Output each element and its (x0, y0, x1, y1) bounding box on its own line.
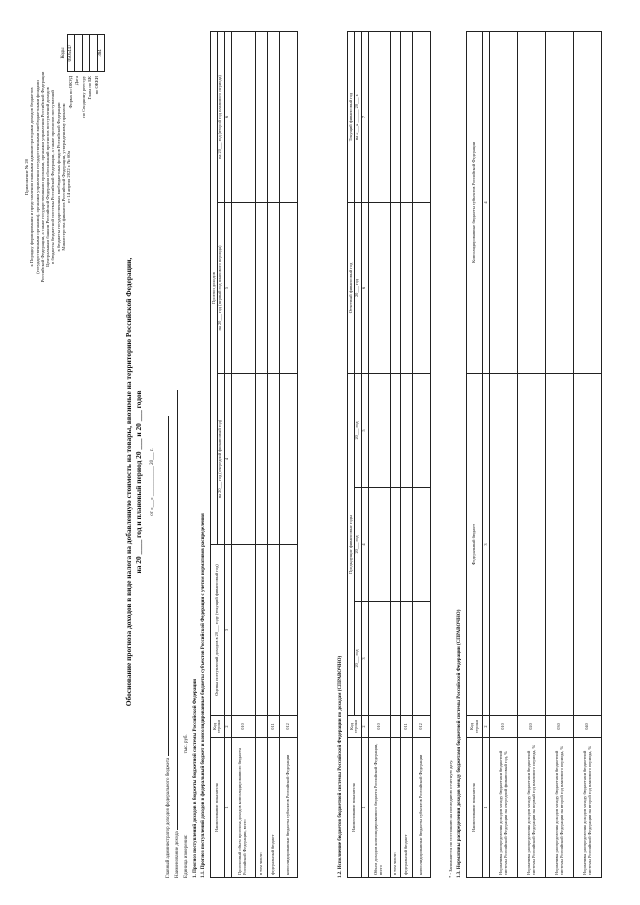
section-1-3-title: 1.3. Нормативы распределения доходов между бюджетами бюджетной системы Российской Федерации (СПРАВОЧНО) (457, 609, 462, 878)
col-header-prev-1: 20___ год (354, 602, 361, 716)
appendix-line: к Порядку формирования и представления главными администраторами доходов бюджетов (29, 87, 35, 267)
row-name: Нормативы распределения доходов между бюджетами бюджетной системы Российской Федерации на очередной финансовый год, % (490, 738, 518, 878)
row-name: Прогнозный объем прогноза доходов консолидированного бюджета Российской Федерации, всего (231, 738, 255, 878)
norms-table (466, 31, 602, 878)
code-value (90, 35, 98, 72)
title-line-2: на 20 ____ год и плановый период 20 ___ и 20 ___ годов (133, 390, 143, 574)
row-code: 012 (412, 716, 430, 738)
row-name: Нормативы распределения доходов между бюджетами бюджетной системы Российской Федерации на второй год планового периода, % (574, 738, 602, 878)
col-number: 5 (224, 203, 231, 374)
col-number: 3 (361, 602, 368, 716)
appendix-line: Приложение № 28 (24, 159, 29, 195)
row-name: консолидированные бюджеты субъектов Российской Федерации (412, 738, 430, 878)
table-row (574, 32, 602, 878)
codes-labels (61, 76, 100, 162)
col-number: 2 (224, 716, 231, 738)
appendix-line: в бюджеты государственных внебюджетных фондов Российской Федерации (55, 102, 61, 252)
col-header-prev-2: 20___ год (354, 488, 361, 602)
admin-label: Главный администратор доходов федерального бюджета (166, 757, 171, 878)
col-header-forecast: Прогноз доходов (211, 31, 218, 544)
col-header-expected: Оценка поступлений доходов в 20___ году (текущий финансовый год) (211, 545, 225, 716)
col-number: 3 (483, 374, 490, 716)
table-row (400, 32, 412, 878)
code-value: 0505447 (67, 35, 75, 72)
row-code: 040 (574, 716, 602, 738)
row-name: Нормативы распределения доходов между бюджетами бюджетной системы Российской Федерации на второй год планового периода, % (546, 738, 574, 878)
appendix-line: Российской Федерации, а также государственными органами, органами управления Российской Федерации (39, 71, 45, 283)
table-row (518, 32, 546, 878)
col-header-report: Отчетный финансовый год (348, 203, 355, 374)
col-header-federal: Федеральный бюджет (467, 374, 483, 716)
col-number: 4 (483, 32, 490, 374)
appendix-line: Центральным банком Российской Федерации обоснований прогнозов поступлений доходов (45, 87, 51, 267)
codes-header: Коды (60, 35, 67, 72)
row-code: 010 (368, 716, 390, 738)
code-label: по ОКЕИ (93, 76, 99, 95)
col-header-current-date: на «___» ______ 20___ г. (354, 32, 361, 203)
col-header-forecast-3: на 20___ год (второй год планового периода) (217, 31, 224, 202)
row-code: 020 (518, 716, 546, 738)
row-name: Объем доходов консолидированного бюджета Российской Федерации, всего (368, 738, 390, 878)
row-name: федеральный бюджет (267, 738, 279, 878)
col-number: 1 (483, 738, 490, 878)
appendix-line: от 14 апреля 2022 г. № 60н (66, 150, 72, 204)
section-1-1-title: 1.1. Прогноз поступлений доходов в федеральный бюджет и консолидированные бюджеты субъектов Российской Федерации с учетом нормативов распределения (201, 513, 206, 878)
unit-field (184, 578, 190, 878)
forecast-table (210, 31, 298, 878)
unit-label: Единица измерения: (184, 834, 189, 878)
execution-table (347, 31, 431, 878)
row-code: 010 (490, 716, 518, 738)
col-header-forecast-2: на 20___ год (первый год планового периода) (217, 203, 224, 374)
col-number: 5 (361, 374, 368, 488)
rotated-document-page (20, 22, 620, 882)
code-label: Глава по БК (87, 76, 92, 100)
row-code (255, 716, 267, 738)
footnote: * - Заполняется по состоянию на последнюю отчетную дату. (448, 759, 453, 878)
col-header-code: Код строки (467, 716, 483, 738)
row-name: в том числе: (390, 738, 400, 878)
row-name: консолидированные бюджеты субъектов Российской Федерации (279, 738, 297, 878)
col-number: 2 (361, 716, 368, 738)
document-date: от «___» ____________ 20___ г. (150, 448, 155, 516)
section-1-2-title: 1.2. Исполнение бюджетов бюджетной системы Российской Федерации по доходам (СПРАВОЧНО) (338, 655, 343, 878)
appendix-line: Министерства финансов Российской Федерации, утвержденному приказом (60, 103, 66, 251)
col-header-name: Наименование показателя (211, 738, 225, 878)
row-code (390, 716, 400, 738)
codes-table (60, 34, 105, 72)
code-label: Дата (74, 76, 79, 86)
col-number: 4 (361, 488, 368, 602)
code-label: по Сводному реестру (80, 76, 86, 118)
col-header-name: Наименование показателя (348, 738, 362, 878)
table-row (279, 31, 297, 877)
admin-field (166, 318, 172, 878)
col-number: 6 (224, 31, 231, 202)
income-label: Наименование дохода (175, 831, 180, 878)
unit-value: тыс. руб. (184, 734, 189, 754)
code-value: 384 (97, 35, 105, 72)
document-title (124, 142, 144, 822)
col-header-forecast-1: на 20___ год (очередной финансовый год) (217, 374, 224, 545)
col-number: 1 (224, 738, 231, 878)
code-value (75, 35, 83, 72)
code-label: Форма по ОКУД (67, 76, 73, 109)
col-number: 7 (361, 32, 368, 203)
col-number: 3 (224, 545, 231, 716)
col-header-report-year: 20___ год (354, 203, 361, 374)
col-number: 1 (361, 738, 368, 878)
appendix-line: (государственными органами), органами управления государственными внебюджетными фондами (34, 80, 40, 274)
row-code: 010 (231, 716, 255, 738)
col-header-code: Код строки (348, 716, 362, 738)
row-name: в том числе: (255, 738, 267, 878)
title-line-1: Обоснование прогноза доходов в виде налога на добавленную стоимость на товары, ввозимые на территорию Российской Федерации, (124, 257, 133, 707)
table-row (255, 31, 267, 877)
appendix-line: в бюджеты бюджетной системы Российской Федерации, а также прогнозов поступлений (50, 90, 56, 264)
income-field (175, 318, 181, 878)
col-header-consolidated: Консолидированные бюджеты субъектов Российской Федерации (467, 32, 483, 374)
row-name: Нормативы распределения доходов между бюджетами бюджетной системы Российской Федерации на первый год планового периода, % (518, 738, 546, 878)
table-row (412, 32, 430, 878)
col-header-previous: Предыдущие финансовые годы (348, 374, 355, 716)
row-code: 011 (267, 716, 279, 738)
table-row (390, 32, 400, 878)
row-name: федеральный бюджет (400, 738, 412, 878)
table-row (368, 32, 390, 878)
col-number: 6 (361, 203, 368, 374)
col-header-current: Текущий финансовый год (348, 32, 355, 203)
col-header-prev-3: 20___ год (354, 374, 361, 488)
section-1-title: 1. Прогноз поступлений доходов в бюджеты бюджетной системы Российской Федерации (193, 679, 198, 878)
row-code: 012 (279, 716, 297, 738)
col-header-name: Наименование показателя (467, 738, 483, 878)
col-number: 2 (483, 716, 490, 738)
table-row (267, 31, 279, 877)
row-code: 011 (400, 716, 412, 738)
row-code: 030 (546, 716, 574, 738)
table-row (490, 32, 518, 878)
col-number: 4 (224, 374, 231, 545)
col-header-code: Код строки (211, 716, 225, 738)
code-value (82, 35, 90, 72)
table-row (546, 32, 574, 878)
table-row (231, 31, 255, 877)
